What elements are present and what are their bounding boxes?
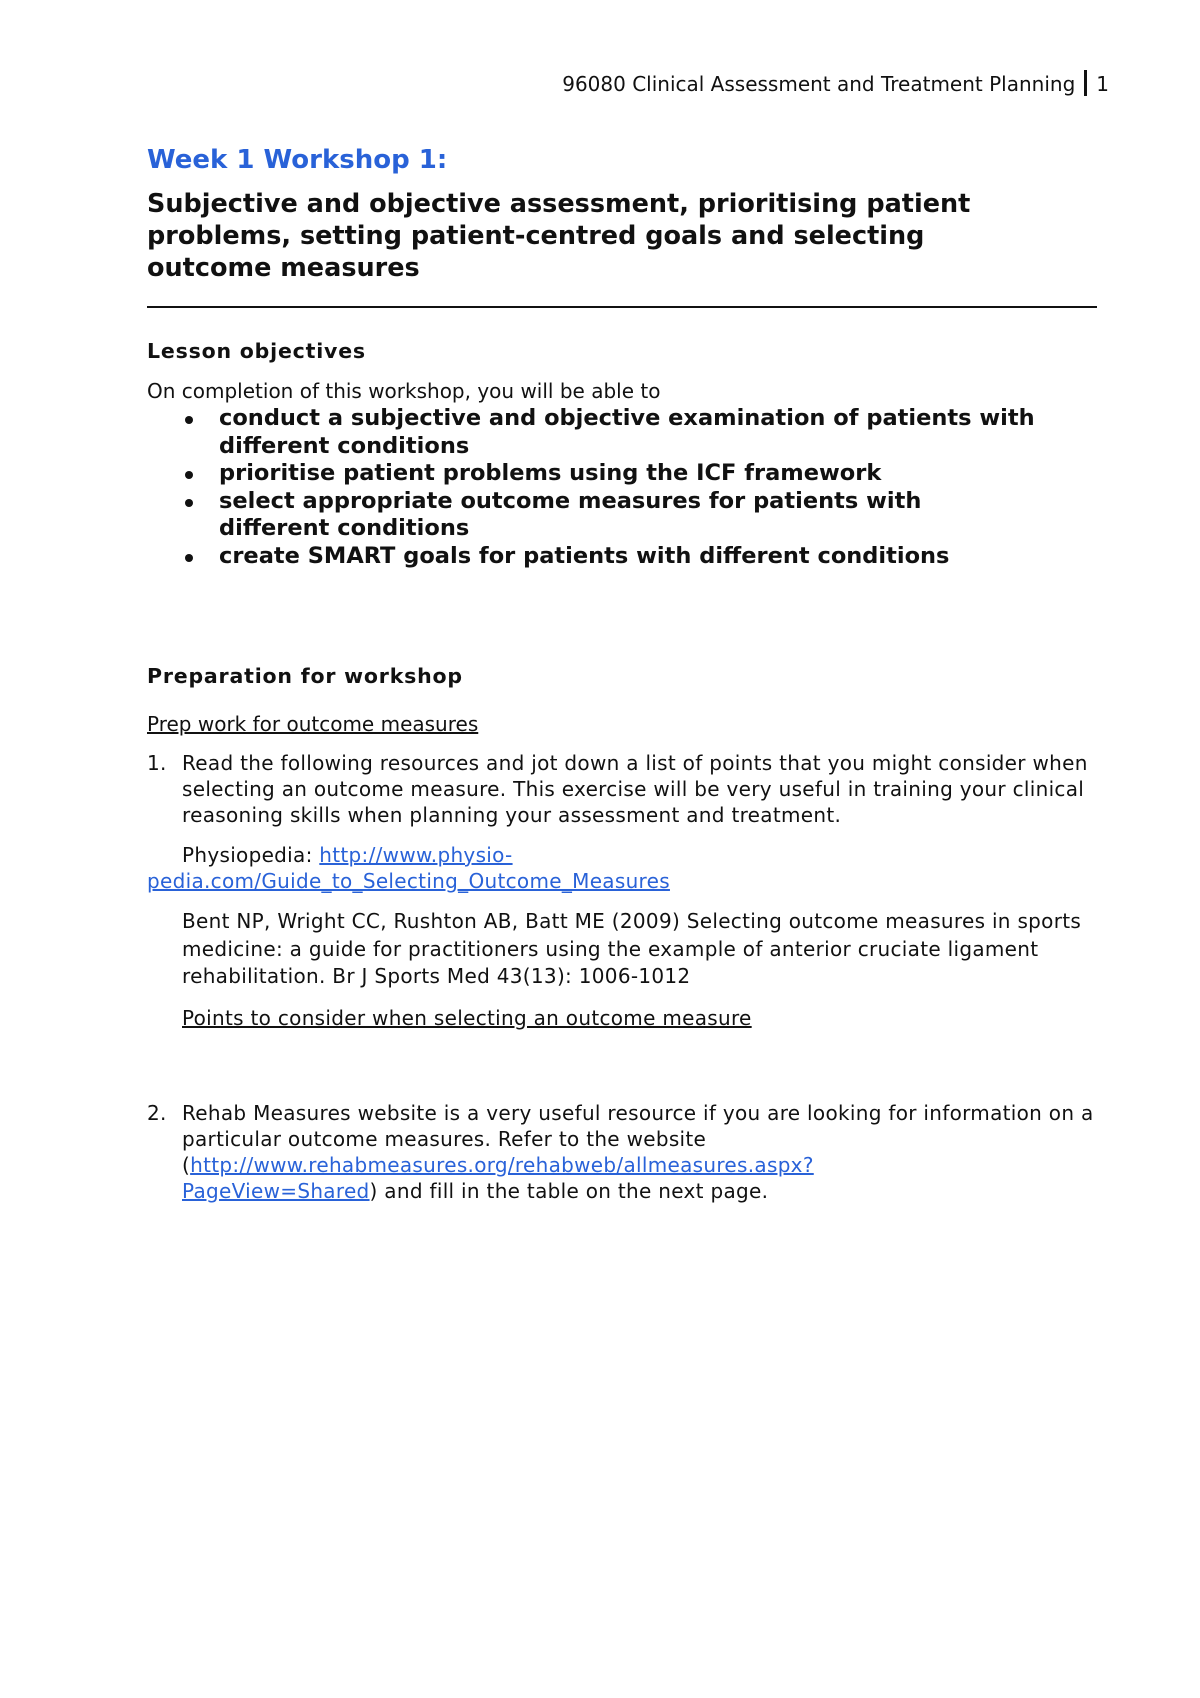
lesson-objectives-heading: Lesson objectives [147, 339, 366, 363]
reference-citation: Bent NP, Wright CC, Rushton AB, Batt ME (2009) Selecting outcome measures in sports medicine: a guide for practitioners using the example of anterior cruciate ligament rehabilitation. Br J Sports Med 43(13): 1006-1012 [182, 909, 1082, 988]
bullet-icon [185, 499, 193, 507]
objectives-list [147, 405, 1097, 570]
title-divider [147, 306, 1097, 308]
bullet-icon [185, 416, 193, 424]
physiopedia-link[interactable]: http://www.physio- [319, 843, 513, 867]
objective-item: select appropriate outcome measures for patients with different conditions [147, 488, 1039, 543]
preparation-heading: Preparation for workshop [147, 664, 463, 688]
main-title: Subjective and objective assessment, prioritising patient problems, setting patient-centred goals and selecting outcome measures [147, 189, 971, 283]
step-number: 2. [147, 1100, 167, 1125]
step-number: 1. [147, 751, 167, 775]
physiopedia-line [147, 842, 1097, 894]
header-separator [1084, 70, 1087, 96]
page-number: 1 [1096, 72, 1109, 96]
prep-subheading: Prep work for outcome measures [147, 712, 479, 736]
physiopedia-label: Physiopedia: [182, 843, 320, 867]
step-2 [147, 1100, 1097, 1204]
rehab-measures-link[interactable]: http://www.rehabmeasures.org/rehabweb/allmeasures.aspx? [190, 1152, 814, 1177]
week-title: Week 1 Workshop 1: [147, 145, 448, 175]
physiopedia-link-continued[interactable]: pedia.com/Guide_to_Selecting_Outcome_Measures [147, 869, 670, 893]
rehab-measures-link-continued[interactable]: PageView=Shared [182, 1178, 370, 1203]
document-body [147, 140, 1097, 1204]
course-title: 96080 Clinical Assessment and Treatment Planning [562, 72, 1076, 96]
bullet-icon [185, 554, 193, 562]
points-to-consider: Points to consider when selecting an outcome measure [182, 1005, 752, 1030]
objective-item: conduct a subjective and objective examination of patients with different conditions [147, 405, 1039, 460]
prep-steps [147, 750, 1097, 1204]
objective-item: create SMART goals for patients with different conditions [147, 543, 1039, 571]
lesson-lead: On completion of this workshop, you will be able to [147, 379, 661, 403]
running-header [562, 70, 1109, 98]
bullet-icon [185, 471, 193, 479]
step-1-text: Read the following resources and jot down a list of points that you might consider when selecting an outcome measure. This exercise will be very useful in training your clinical reasoning skills when planning your assessment and treatment. [182, 751, 1088, 827]
step-2-text: Rehab Measures website is a very useful resource if you are looking for information on a particular outcome measures. Refer to the website (http://www.rehabmeasures.org/rehabweb/allmeasures.aspx? PageView=Shared) and fill in the table on the next page. [182, 1100, 1094, 1203]
step-1 [147, 750, 1097, 1031]
objective-item: prioritise patient problems using the ICF framework [147, 460, 1039, 488]
